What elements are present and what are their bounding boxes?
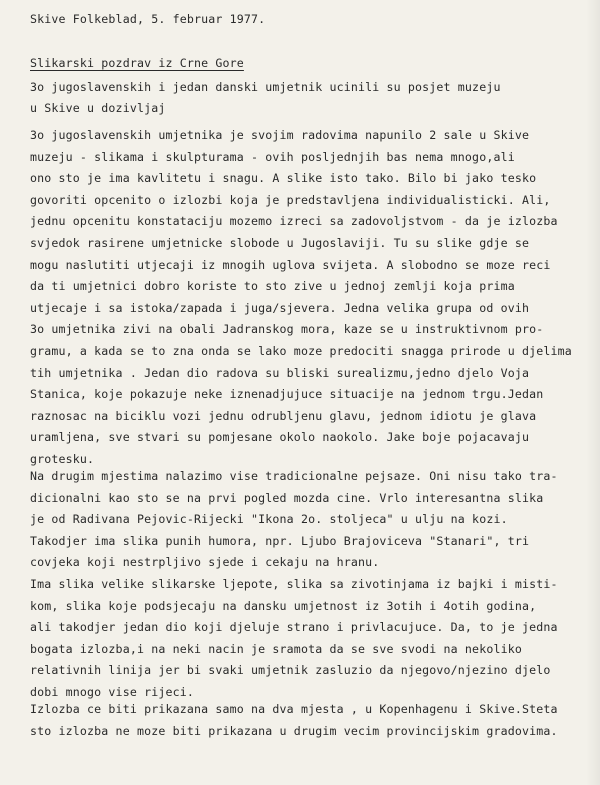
- article-title: Slikarski pozdrav iz Crne Gore: [30, 56, 244, 70]
- paragraph-line: raznosac na biciklu vozi jednu odrubljenu glavu, jednom idiotu je glava: [30, 408, 537, 423]
- paragraph-line: jednu opcenitu konstataciju mozemo izreci sa zadovoljstvom - da je izlozba: [30, 214, 558, 229]
- paragraph-line: 3o jugoslavenskih umjetnika je svojim radovima napunilo 2 sale u Skive: [30, 128, 530, 142]
- paragraph-line: Na drugim mjestima nalazimo vise tradicionalne pejsaze. Oni nisu tako tra-: [30, 469, 558, 483]
- paragraph-line: tih umjetnika . Jedan dio radova su bliski surealizmu,jedno djelo Voja: [30, 365, 530, 380]
- paragraph-1: [30, 125, 590, 471]
- page-edge-shadow: [586, 0, 600, 785]
- paragraph-line: bogata izlozba,i na neki nacin je sramota da se sve svodi na nekoliko: [30, 641, 522, 656]
- article-subtitle-line: u Skive u dozivljaj: [30, 101, 166, 115]
- paragraph-line: relativnih linija jer bi svaki umjetnik zasluzio da njegovo/njezino djelo: [30, 663, 551, 678]
- paragraph-2: [30, 466, 590, 704]
- paragraph-line: muzeju - slikama i skulpturama - ovih posljednjih bas nema mnogo,ali: [30, 149, 515, 164]
- paragraph-line: da ti umjetnici dobro koriste to sto zive u jednoj zemlji koja prima: [30, 279, 515, 294]
- paragraph-line: ali takodjer jedan dio koji djeluje strano i privlacujuce. Da, to je jedna: [30, 620, 558, 635]
- paragraph-line: 3o umjetnika zivi na obali Jadranskog mora, kaze se u instruktivnom pro-: [30, 322, 544, 337]
- paragraph-line: mogu naslutiti utjecaji iz mnogih uglova svijeta. A slobodno se moze reci: [30, 257, 551, 272]
- paragraph-line: ono sto je ima kavlitetu i snagu. A slike isto tako. Bilo bi jako tesko: [30, 171, 537, 186]
- paragraph-line: svjedok rasirene umjetnicke slobode u Jugoslaviji. Tu su slike gdje se: [30, 235, 530, 250]
- paragraph-line: Ima slika velike slikarske ljepote, slika sa zivotinjama iz bajki i misti-: [30, 576, 558, 591]
- paragraph-line: Stanica, koje pokazuje neke iznenadjujuce situacije na jednom trgu.Jedan: [30, 387, 544, 402]
- paragraph-line: govoriti opcenito o izlozbi koja je predstavljena individualisticki. Ali,: [30, 192, 551, 207]
- paragraph-line: dobi mnogo vise rijeci.: [30, 684, 194, 699]
- paragraph-3: [30, 699, 590, 742]
- paragraph-line: dicionalni kao sto se na prvi pogled mozda cine. Vrlo interesantna slika: [30, 490, 544, 505]
- paragraph-line: kom, slika koje podsjecaju na dansku umjetnost iz 3otih i 4otih godina,: [30, 598, 537, 613]
- paragraph-line: gramu, a kada se to zna onda se lako moze predociti snagga prirode u djelima: [30, 343, 572, 358]
- paragraph-line: grotesku.: [30, 451, 95, 466]
- newspaper-header: Skive Folkeblad, 5. februar 1977.: [30, 12, 266, 26]
- article-subtitle-line: 3o jugoslavenskih i jedan danski umjetnik ucinili su posjet muzeju: [30, 80, 501, 94]
- paragraph-line: sto izlozba ne moze biti prikazana u drugim vecim provincijskim gradovima.: [30, 723, 558, 738]
- paragraph-line: je od Radivana Pejovic-Rijecki "Ikona 2o. stoljeca" u ulju na kozi.: [30, 512, 508, 527]
- paragraph-line: Izlozba ce biti prikazana samo na dva mjesta , u Kopenhagenu i Skive.Steta: [30, 702, 558, 716]
- paragraph-line: uramljena, sve stvari su pomjesane okolo naokolo. Jake boje pojacavaju: [30, 430, 530, 445]
- paragraph-line: covjeka koji nestrpljivo sjede i cekaju na hranu.: [30, 555, 380, 570]
- paragraph-line: utjecaje i sa istoka/zapada i juga/sjevera. Jedna velika grupa od ovih: [30, 300, 530, 315]
- paragraph-line: Takodjer ima slika punih humora, npr. Ljubo Brajoviceva "Stanari", tri: [30, 533, 530, 548]
